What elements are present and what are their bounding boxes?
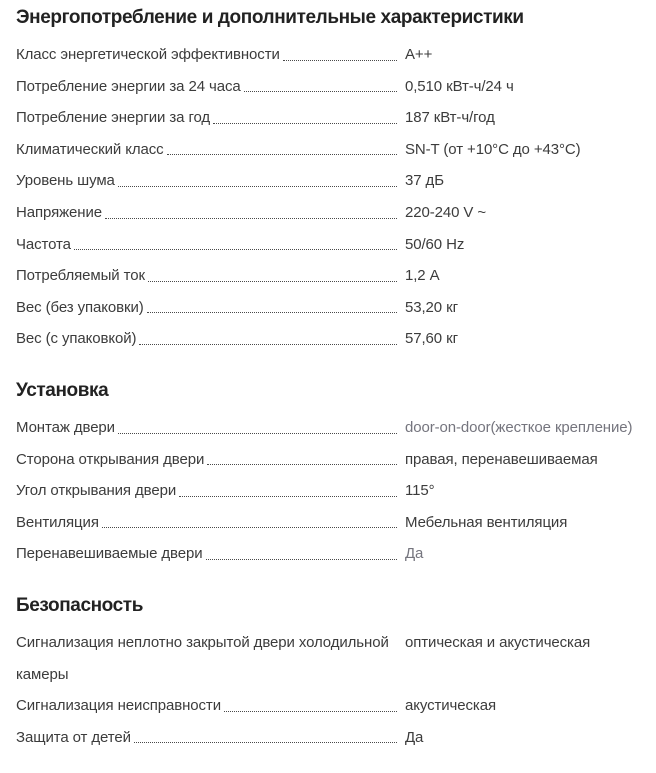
spec-value: door-on-door(жесткое крепление) [405,418,633,436]
spec-label: Потребляемый ток [16,267,145,285]
spec-row [16,260,645,292]
spec-row [16,197,645,229]
spec-row [16,690,645,722]
spec-value: 53,20 кг [405,298,458,316]
dotted-leader [148,281,397,282]
spec-label: Сторона открывания двери [16,450,205,468]
dotted-leader [118,433,397,434]
dotted-leader [74,249,397,250]
section-title: Установка [16,379,109,401]
spec-label: Частота [16,235,71,253]
spec-row-left [16,538,397,570]
dotted-leader [134,742,397,743]
spec-label: Потребление энергии за 24 часа [16,77,241,95]
section-rows [16,39,645,355]
spec-row [16,292,645,324]
spec-row-left [16,229,397,261]
spec-row-left [16,475,397,507]
dotted-leader [206,559,398,560]
spec-label: Климатический класс [16,140,164,158]
spec-row-left [16,722,397,754]
spec-label: Вентиляция [16,513,99,531]
spec-row [16,102,645,134]
spec-value: 0,510 кВт-ч/24 ч [405,77,514,95]
spec-row [16,475,645,507]
spec-label: Вес (с упаковкой) [16,330,137,348]
spec-value: акустическая [405,697,496,715]
dotted-leader [213,123,397,124]
spec-label: Защита от детей [16,728,131,746]
spec-section [16,379,645,570]
spec-value: A++ [405,46,433,63]
dotted-leader [102,527,397,528]
dotted-leader [244,91,397,92]
spec-row-left [16,134,397,166]
spec-row [16,444,645,476]
spec-row-left [16,260,397,292]
section-rows [16,627,645,753]
spec-label: Сигнализация неисправности [16,697,221,715]
spec-row [16,323,645,355]
spec-value: Да [405,545,424,563]
spec-row [16,134,645,166]
spec-row [16,412,645,444]
spec-row-left [16,197,397,229]
spec-value: Мебельная вентиляция [405,513,568,531]
spec-row-left [16,71,397,103]
spec-value: 1,2 А [405,267,440,285]
spec-row [16,538,645,570]
dotted-leader [224,711,397,712]
spec-row-left [16,292,397,324]
dotted-leader [179,496,397,497]
spec-value: SN-T (от +10°C до +43°C) [405,140,581,158]
spec-label: Угол открывания двери [16,482,177,500]
spec-label: Сигнализация неплотно закрытой двери холодильной камеры [16,633,389,683]
spec-row-left [16,627,397,690]
spec-row [16,627,645,690]
spec-row-left [16,690,397,722]
spec-row [16,39,645,71]
dotted-leader [283,60,397,61]
spec-label: Класс энергетической эффективности [16,46,280,63]
dotted-leader [167,154,397,155]
spec-value: правая, перенавешиваемая [405,450,598,468]
spec-row-left [16,507,397,539]
spec-label: Потребление энергии за год [16,109,211,127]
dotted-leader [207,464,397,465]
spec-row-left [16,102,397,134]
spec-row-left [16,165,397,197]
section-title: Энергопотребление и дополнительные характеристики [16,7,524,28]
spec-label: Напряжение [16,203,102,221]
spec-value: 50/60 Hz [405,235,465,253]
spec-row-left [16,412,397,444]
spec-row [16,507,645,539]
spec-row [16,722,645,754]
section-rows [16,412,645,570]
spec-row [16,71,645,103]
spec-label: Уровень шума [16,172,115,190]
spec-label: Монтаж двери [16,418,115,436]
spec-row [16,165,645,197]
section-title: Безопасность [16,594,143,616]
dotted-leader [139,344,397,345]
spec-value: Да [405,728,424,746]
spec-row [16,229,645,261]
spec-value: 220-240 V ~ [405,203,487,221]
spec-section [16,594,645,753]
spec-value: 187 кВт-ч/год [405,109,495,127]
dotted-leader [147,312,397,313]
dotted-leader [105,218,397,219]
spec-section [16,6,645,355]
spec-value: 37 дБ [405,172,444,190]
spec-label: Вес (без упаковки) [16,298,144,316]
spec-value: 115° [405,482,435,500]
dotted-leader [118,186,397,187]
spec-row-left [16,444,397,476]
spec-row-left [16,323,397,355]
spec-row-left [16,39,397,71]
spec-value: 57,60 кг [405,330,458,348]
spec-sections [16,6,645,753]
spec-value: оптическая и акустическая [405,633,591,651]
spec-label: Перенавешиваемые двери [16,545,203,563]
